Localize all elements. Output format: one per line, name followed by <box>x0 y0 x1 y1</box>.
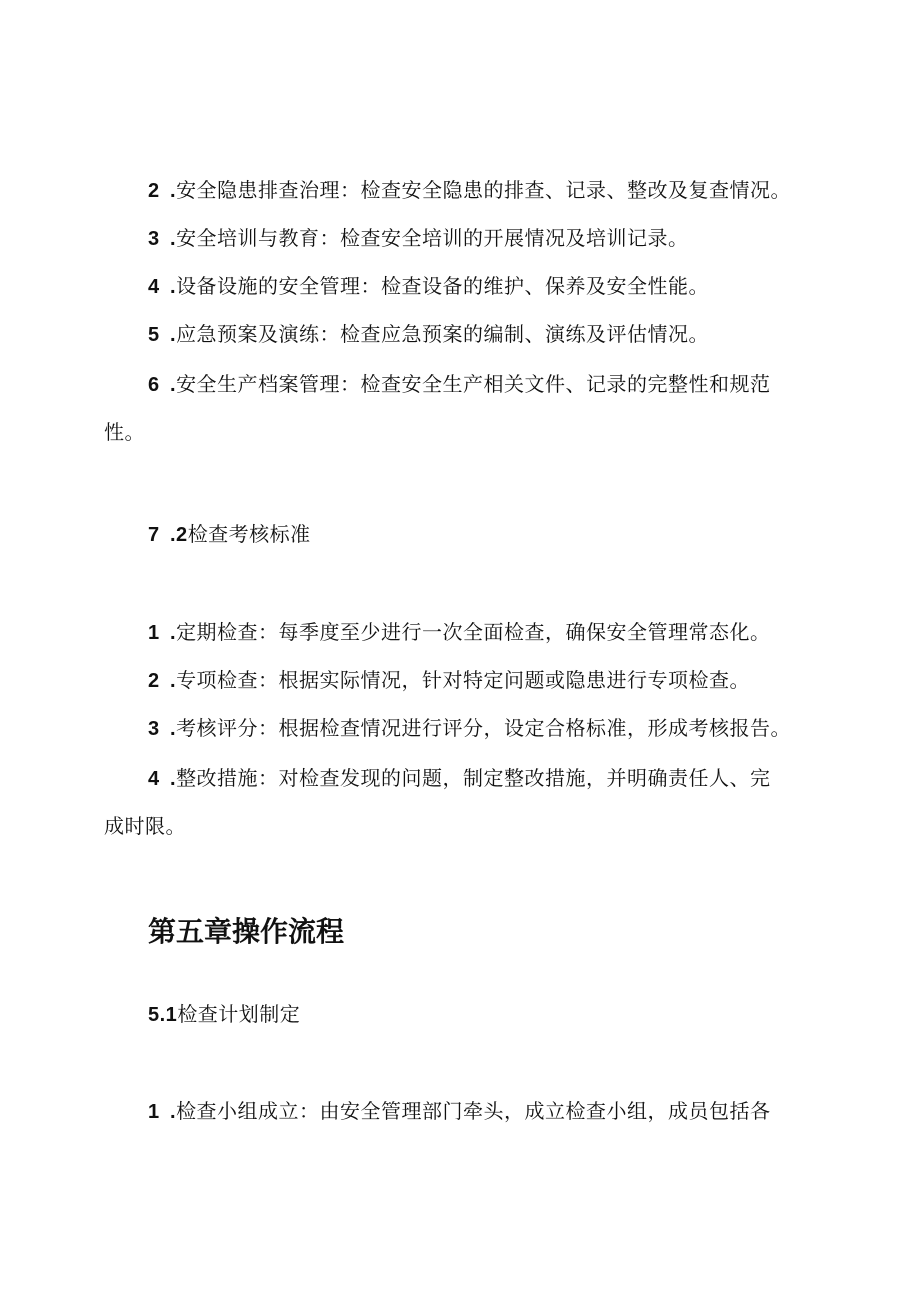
item-number: 2 <box>148 670 160 692</box>
list-item <box>148 666 750 695</box>
item-separator: . <box>170 324 177 346</box>
item-separator: . <box>170 276 177 298</box>
list-item-continuation: 性。 <box>104 420 145 444</box>
list-item <box>148 1097 771 1126</box>
item-separator: . <box>170 718 177 740</box>
section-heading <box>148 520 311 549</box>
chapter-title: 第五章操作流程 <box>148 915 345 948</box>
list-item <box>148 714 791 743</box>
list-item <box>148 224 689 253</box>
item-text: 定期检查：每季度至少进行一次全面检查，确保安全管理常态化。 <box>176 620 771 644</box>
section-title: 检查计划制定 <box>177 1002 301 1026</box>
item-text: 整改措施：对检查发现的问题，制定整改措施，并明确责任人、完 <box>176 766 771 790</box>
list-item <box>148 272 709 301</box>
section-number: 7 <box>148 524 160 546</box>
item-text: 考核评分：根据检查情况进行评分，设定合格标准，形成考核报告。 <box>176 716 792 740</box>
list-item <box>148 764 771 793</box>
section-heading <box>148 1000 300 1029</box>
item-number: 4 <box>148 768 160 790</box>
section-subnumber: .2 <box>170 524 188 546</box>
item-text: 应急预案及演练：检查应急预案的编制、演练及评估情况。 <box>176 322 710 346</box>
item-text: 设备设施的安全管理：检查设备的维护、保养及安全性能。 <box>176 274 710 298</box>
item-number: 6 <box>148 374 160 396</box>
item-text: 安全隐患排查治理：检查安全隐患的排查、记录、整改及复查情况。 <box>176 178 792 202</box>
item-text: 安全培训与教育：检查安全培训的开展情况及培训记录。 <box>176 226 689 250</box>
section-number: 5.1 <box>148 1004 178 1026</box>
list-item <box>148 370 771 399</box>
item-number: 5 <box>148 324 160 346</box>
item-number: 3 <box>148 718 160 740</box>
item-number: 4 <box>148 276 160 298</box>
item-number: 1 <box>148 1101 160 1123</box>
item-number: 1 <box>148 622 160 644</box>
item-separator: . <box>170 1101 177 1123</box>
item-separator: . <box>170 180 177 202</box>
list-item <box>148 176 791 205</box>
item-number: 3 <box>148 228 160 250</box>
item-number: 2 <box>148 180 160 202</box>
item-text: 检查小组成立：由安全管理部门牵头，成立检查小组，成员包括各 <box>176 1099 771 1123</box>
item-separator: . <box>170 622 177 644</box>
item-text: 安全生产档案管理：检查安全生产相关文件、记录的完整性和规范 <box>176 372 771 396</box>
item-separator: . <box>170 670 177 692</box>
item-separator: . <box>170 768 177 790</box>
list-item <box>148 618 771 647</box>
section-title: 检查考核标准 <box>187 522 311 546</box>
item-separator: . <box>170 228 177 250</box>
list-item <box>148 320 709 349</box>
item-text: 专项检查：根据实际情况，针对特定问题或隐患进行专项检查。 <box>176 668 751 692</box>
item-separator: . <box>170 374 177 396</box>
list-item-continuation: 成时限。 <box>104 814 186 838</box>
